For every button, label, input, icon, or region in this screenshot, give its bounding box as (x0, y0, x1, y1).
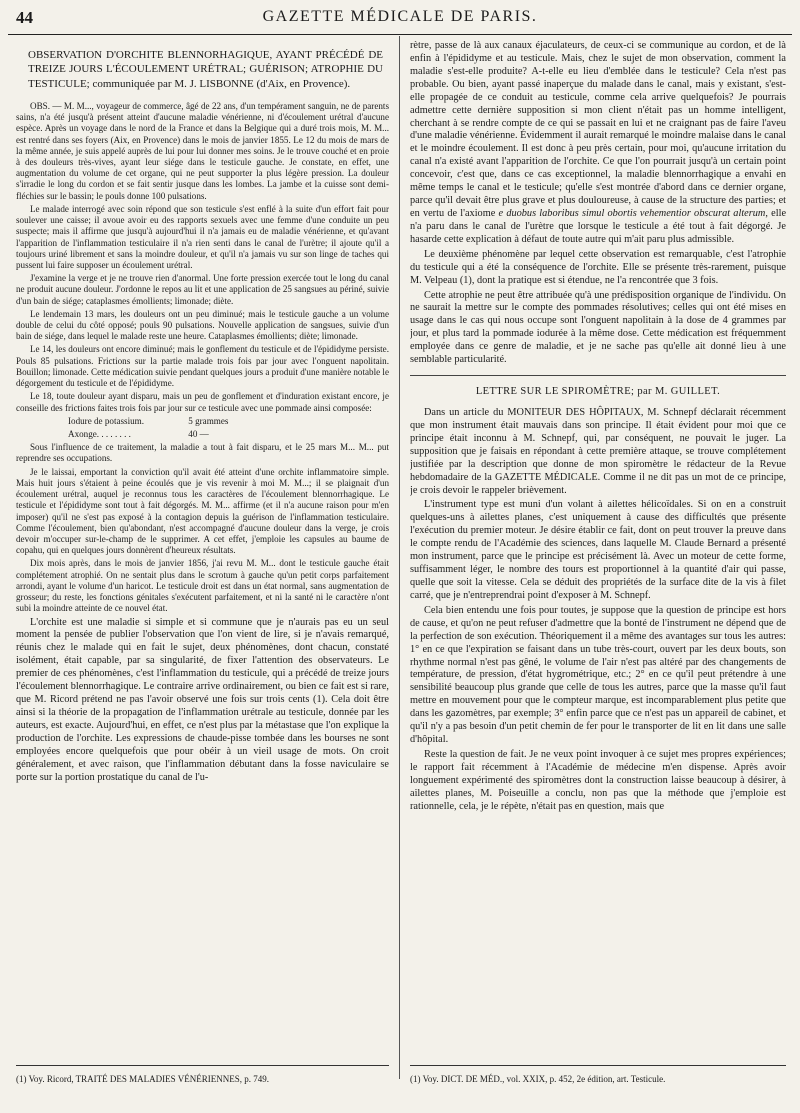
letter-body (410, 407, 786, 814)
formula-amount: 40 — (188, 429, 209, 440)
footnote-rule (410, 1065, 786, 1066)
formula-ingredient: Axonge. . . . . . . . (68, 429, 131, 440)
paragraph: Le malade interrogé avec soin répond que son testicule s'est enflé à la suite d'un effort fait pour soulever une caisse; il avoue avoir eu des rapports sexuels avec une femme d'une conduite un peu suspecte; mais il affirme que jusqu'à aujourd'hui il n'a jamais eu de maladie vénérienne, et qu'avant l'apparition de l'inflammation testiculaire il n'a rien senti dans le canal de l'urètre; il ajoute qu'il a toujours uriné librement et sans la moindre douleur, et qu'il n'a jamais vu sur son linge de taches qui pussent lui faire supposer un écoulement urétral. (16, 203, 389, 270)
paragraph: Le 14, les douleurs ont encore diminué; mais le gonflement du testicule et de l'épididyme persiste. Pouls 85 pulsations. Frictions sur la partie malade trois fois par jour avec l'onguent napolitain. Bouillon; limonade. Cette médication suivie pendant quelques jours a produit d'une manière notable le dégorgement du testicule et de l'épididyme. (16, 344, 389, 389)
paragraph: Dix mois après, dans le mois de janvier 1856, j'ai revu M. M... dont le testicule gauche était complétement atrophié. On ne sentait plus dans le scrotum à gauche qu'un petit corps parfaitement arrondi, ayant le volume d'un haricot. Le testicule droit est dans un état normal, sans augmentation de grosseur; du reste, les fonctions génitales s'exécutent parfaitement, et ni la santé ni le caractère n'ont subi la moindre atteinte de ce nouvel état. (16, 558, 389, 614)
paragraph: J'examine la verge et je ne trouve rien d'anormal. Une forte pression exercée tout le long du canal ne produit aucune douleur. J'ordonne le repos au lit et une application de 25 sangsues au périné, suivie d'un bain de siége; cataplasmes émollients; limonade; diète. (16, 273, 389, 306)
formula-line (68, 416, 389, 427)
footnote-text: (1) Voy. DICT. DE MÉD., vol. XXIX, p. 452, 2e édition, art. Testicule. (410, 1074, 666, 1084)
text-run: rètre, passe de là aux canaux éjaculateurs, de ceux-ci se communique au cordon, et de là enfin à l'épididyme et au testicule. Mais, chez le sujet de mon observation, comment la maladie s'est-elle produite? A-t-elle eu lieu d'emblée dans le testicule? Cela n'est pas probable. Ou bien, ayant passé inaperçue du malade dans le canal, mais y existant, s'est-elle propagée de ce conduit au testicule, comme cela arrive quelquefois? Je pourrais admettre cette dernière supposition si mon client n'était pas un homme intelligent, cherchant à se rendre compte de ce qui se passait en lui et ne craignant pas de faire l'aveu d'une maladie vénérienne. Évidemment il aurait remarqué le moindre malaise dans le canal et le moindre écoulement. Il est donc à peu près certain, pour moi, qu'aucune irritation du canal n'a existé avant l'apparition de l'orchite. Ce que l'on pourrait jusqu'à un certain point concevoir, c'est que, dans ce cas exceptionnel, la maladie blennorrhagique a envahi en même temps le canal et le testicule; qu'elle s'est montrée d'abord dans ce dernier organe, parce qu'il devait être plus grave et plus douloureuse, à cause de la structure des parties; et en vertu de l'axiome (410, 40, 786, 219)
commentary-block (410, 40, 786, 367)
paragraph: OBS. — M. M..., voyageur de commerce, âgé de 22 ans, d'un tempérament sanguin, ne de parents sains, n'a été jusqu'à présent atteint d'aucune maladie vénérienne, ni d'écoulement urétral d'aucune espèce. Après un voyage dans le nord de la France et dans la Belgique qui a duré trois mois, M. M... est rentré dans ses foyers (Aix, en Provence) dans le mois de janvier 1855. Le 12 du mois de mars de la même année, je suis appelé auprès de lui pour lui donner mes soins. Je le trouve couché et en proie à des douleurs très-vives, ayant leur siége dans le testicule gauche. Je constate, en effet, une augmentation du volume de cet organe, qui ne peut supporter la plus légère pression. La douleur s'irradie le long du cordon et se fait sentir jusque dans les lombes. La jambe et la cuisse sont demi-fléchies sur le bassin; le pouls donne 100 pulsations. (16, 100, 389, 201)
right-column (410, 40, 786, 1049)
footnote-rule (16, 1065, 389, 1066)
text-run: , elle n'a paru dans le canal de l'urètre que lorsque le testicule a été tout à fait dégorgé. Je hasarde cette explication à défaut de toute autre qui m'ait paru plus admissible. (410, 207, 786, 245)
page-number: 44 (16, 8, 33, 27)
page-header (8, 8, 792, 35)
paragraph: Cette atrophie ne peut être attribuée qu'à une prédisposition organique de l'individu. On ne saurait la mettre sur le compte des pommades résolutives; celles qui ont été mises en usage dans le cas qui nous occupe sont l'onguent napolitain à la dose de 4 grammes par jour, et plus tard la pommade iodurée à la même dose. Cette médication est fréquemment employée dans ce genre de maladie, et je ne sache pas qu'elle ait donné lieu à une semblable particularité. (410, 289, 786, 366)
article-title: OBSERVATION D'ORCHITE BLENNORHAGIQUE, AYANT PRÉCÉDÉ DE TREIZE JOURS L'ÉCOULEMENT URÉTRAL; GUÉRISON; ATROPHIE DU TESTICULE; communiquée par M. J. LISBONNE (d'Aix, en Provence). (28, 49, 383, 90)
paragraph: Le lendemain 13 mars, les douleurs ont un peu diminué; mais le testicule gauche a un volume double de celui du côté opposé; pouls 90 pulsations. Nouvelle application de sangsues, suivie d'un bain de siége, dans lequel le malade reste une heure. Cataplasmes émollients; diète; limonade. (16, 308, 389, 342)
paragraph: Sous l'influence de ce traitement, la maladie a tout à fait disparu, et le 25 mars M... M... put reprendre ses occupations. (16, 442, 389, 464)
formula-line (68, 429, 389, 440)
column-divider (399, 36, 400, 1079)
paragraph: Le 18, toute douleur ayant disparu, mais un peu de gonflement et d'induration existant encore, je conseille des frictions faites trois fois par jour sur ce testicule avec une pommade ainsi composée: (16, 391, 389, 413)
footnote-left (16, 1065, 389, 1095)
formula-ingredient: Iodure de potassium. (68, 415, 145, 426)
journal-title: GAZETTE MÉDICALE DE PARIS. (262, 8, 538, 25)
footnote-right (410, 1065, 786, 1095)
paragraph: Cela bien entendu une fois pour toutes, je suppose que la question de principe est hors de cause, et qu'on ne peut refuser d'admettre que la bonté de l'instrument ne dépend que de la perfection de son exécution. Théoriquement il a même des avantages sur tous les autres: 1° en ce que l'expiration se faisant dans un tube très-court, ouvert par les deux bouts, son rhythme normal n'est pas gêné, le volume de l'air n'est pas altéré par des changements de température, de pression, d'état hygrométrique, etc.; 2° en ce qu'il peut prétendre à une sensibilité beaucoup plus grande que celle de tous les autres, parce que la masse qu'il faut mettre en mouvement pour que le compteur marque, est incomparablement plus petite que dans les gazomètres, par exemple; 3° enfin parce que ce n'est pas un appareil de cabinet, et qu'il n'y a pas besoin d'un petit chemin de fer pour le transporter de lit en lit dans une salle d'hôpital. (410, 604, 786, 746)
paragraph: L'orchite est une maladie si simple et si commune que je n'aurais pas eu un seul moment la pensée de publier l'observation que l'on vient de lire, si je n'avais remarqué, réunis chez le malade qui en fait le sujet, deux phénomènes, dont chacun, constaté isolément, était capable, par sa singularité, de fixer l'attention des observateurs. Le premier de ces phénomènes, c'est l'inflammation du testicule, qui a précédé de treize jours l'écoulement blennorrhagique. Le contraire arrive ordinairement, ou bien ce fait est si rare, que M. Ricord prétend ne pas l'avoir observé une fois sur trois cents (1). Cela doit être ainsi si la théorie de la propagation de l'inflammation urétrale au testicule, donnée par les auteurs, est exacte. Aujourd'hui, en effet, ce n'est plus par la métastase que l'on explique la production de l'orchite. Les expressions de chaude-pisse tombée dans les bourses ne sont employées encore quelquefois que pour obéir à un vieil usage de mots. On croit généralement, et avec raison, que l'inflammation débutant dans la fosse naviculaire se porte sur la portion prostatique du canal de l'u- (16, 616, 389, 783)
commentary-block (16, 617, 389, 785)
latin-axiom: e duobus laboribus simul obortis vehementior obscurat alterum (498, 207, 766, 219)
paragraph (410, 40, 786, 247)
paragraph: L'instrument type est muni d'un volant à ailettes hélicoïdales. Si on en a construit quelques-uns à ailettes planes, c'est uniquement à cause des difficultés que présente l'exécution du premier moteur. Je désire établir ce fait, dont on peut trouver la preuve dans le compte rendu de l'Académie des sciences, dans laquelle M. Claude Bernard a présenté mon instrument, parce que le principe est précisément là. Avec un moteur de cette forme, suffisamment léger, le nombre des tours est proportionnel à la quantité d'air qui passe, quelle que soit la vitesse. Cela se déduit des propriétés de la surface dite de la vis à filet carré, que je n'entreprendrai point d'exposer à M. Schnepf. (410, 499, 786, 601)
paragraph: Le deuxième phénomène par lequel cette observation est remarquable, c'est l'atrophie du testicule qui a été la conséquence de l'orchite. Elle se présente très-rarement, puisque M. Velpeau (1), dont la pratique est si étendue, ne l'a rencontrée que 3 fois. (410, 248, 786, 286)
footnote-text: (1) Voy. Ricord, TRAITÉ DES MALADIES VÉNÉRIENNES, p. 749. (16, 1074, 269, 1084)
section-separator (410, 375, 786, 376)
paragraph: Je le laissai, emportant la conviction qu'il avait été atteint d'une orchite inflammatoire simple. Mais huit jours s'étaient à peine écoulés que je vis revenir à moi M. M...; il se plaignait d'un écoulement urétral, auquel je reconnus tous les caractères de l'écoulement blennorrhagique. Le testicule et l'épididyme sont tout à fait dégorgés. M. M... affirme (et il n'a aucune raison pour m'en imposer) qu'il ne s'est pas exposé à la contagion depuis la guérison de l'inflammation testiculaire. Comme l'écoulement, bien qu'abondant, n'est accompagné d'aucune douleur dans la verge, je crois devoir m'occuper sur-le-champ de le supprimer. A cet effet, j'emploie les capsules au baume de copahu, qui en quelques jours donnèrent d'heureux résultats. (16, 466, 389, 556)
formula-amount: 5 grammes (188, 415, 229, 426)
paragraph: Dans un article du MONITEUR DES HÔPITAUX, M. Schnepf déclarait récemment que mon instrument était mauvais dans son principe. Il était évident pour moi que ce principe était inconnu à M. Schnepf, qui, par conséquent, ne pouvait le juger. La supposition que je faisais en répondant à cette première attaque, se trouve complétement justifiée par la description que donne de mon spiromètre le rédacteur de la Revue hebdomadaire de la GAZETTE MÉDICALE. Comme il ne dit pas un mot de ce principe, je crois devoir le rappeler brièvement. (410, 407, 786, 496)
letter-title: LETTRE SUR LE SPIROMÈTRE; par M. GUILLET. (475, 386, 721, 398)
paragraph: Reste la question de fait. Je ne veux point invoquer à ce sujet mes propres expériences; le rapport fait récemment à l'Académie de médecine m'en dispense. Après avoir longuement expérimenté des spiromètres dont la construction laisse beaucoup à désirer, à ailettes planes, M. Poiseuille a conclu, non pas que la méthode que j'emploie est rationnelle, cela, je le répète, n'était pas en question, mais que (410, 748, 786, 812)
left-column (16, 40, 389, 1049)
